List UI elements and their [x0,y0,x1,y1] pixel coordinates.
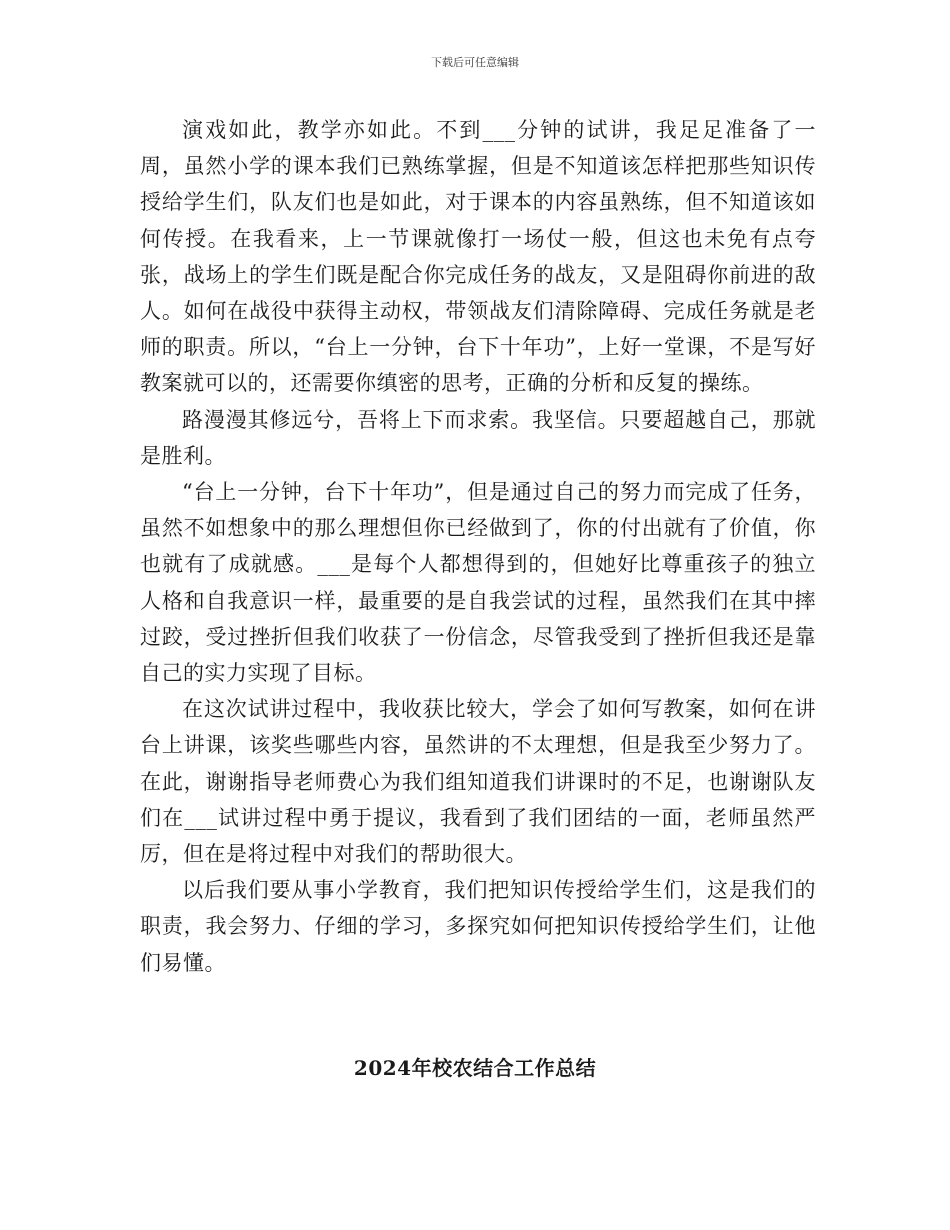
paragraph-4: 在这次试讲过程中，我收获比较大，学会了如何写教案，如何在讲台上讲课，该奖些哪些内容，虽然讲的不太理想，但是我至少努力了。在此，谢谢指导老师费心为我们组知道我们讲课时的不足，也谢谢队友们在___试讲过程中勇于提议，我看到了我们团结的一面，老师虽然严厉，但在是将过程中对我们的帮助很大。 [140,697,816,867]
page-header: 下载后可任意编辑 [431,56,519,69]
paragraph-2: 路漫漫其修远兮，吾将上下而求索。我坚信。只要超越自己，那就是胜利。 [140,407,816,468]
section-title: 2024年校农结合工作总结 [353,1056,597,1080]
paragraph-3: “台上一分钟，台下十年功”，但是通过自己的努力而完成了任务，虽然不如想象中的那么理想但你已经做到了，你的付出就有了价值，你也就有了成就感。___是每个人都想得到的，但她好比尊重孩子的独立人格和自我意识一样，最重要的是自我尝试的过程，虽然我们在其中摔过跤，受过挫折但我们收获了一份信念，尽管我受到了挫折但我还是靠自己的实力实现了目标。 [140,480,816,686]
document-body [140,112,816,981]
paragraph-5: 以后我们要从事小学教育，我们把知识传授给学生们，这是我们的职责，我会努力、仔细的学习，多探究如何把知识传授给学生们，让他们易懂。 [140,878,816,975]
paragraph-1: 演戏如此，教学亦如此。不到___分钟的试讲，我足足准备了一周，虽然小学的课本我们已熟练掌握，但是不知道该怎样把那些知识传授给学生们，队友们也是如此，对于课本的内容虽熟练，但不知道该如何传授。在我看来，上一节课就像打一场仗一般，但这也未免有点夸张，战场上的学生们既是配合你完成任务的战友，又是阻碍你前进的敌人。如何在战役中获得主动权，带领战友们清除障碍、完成任务就是老师的职责。所以，“台上一分钟，台下十年功”，上好一堂课，不是写好教案就可以的，还需要你缜密的思考，正确的分析和反复的操练。 [140,118,816,396]
